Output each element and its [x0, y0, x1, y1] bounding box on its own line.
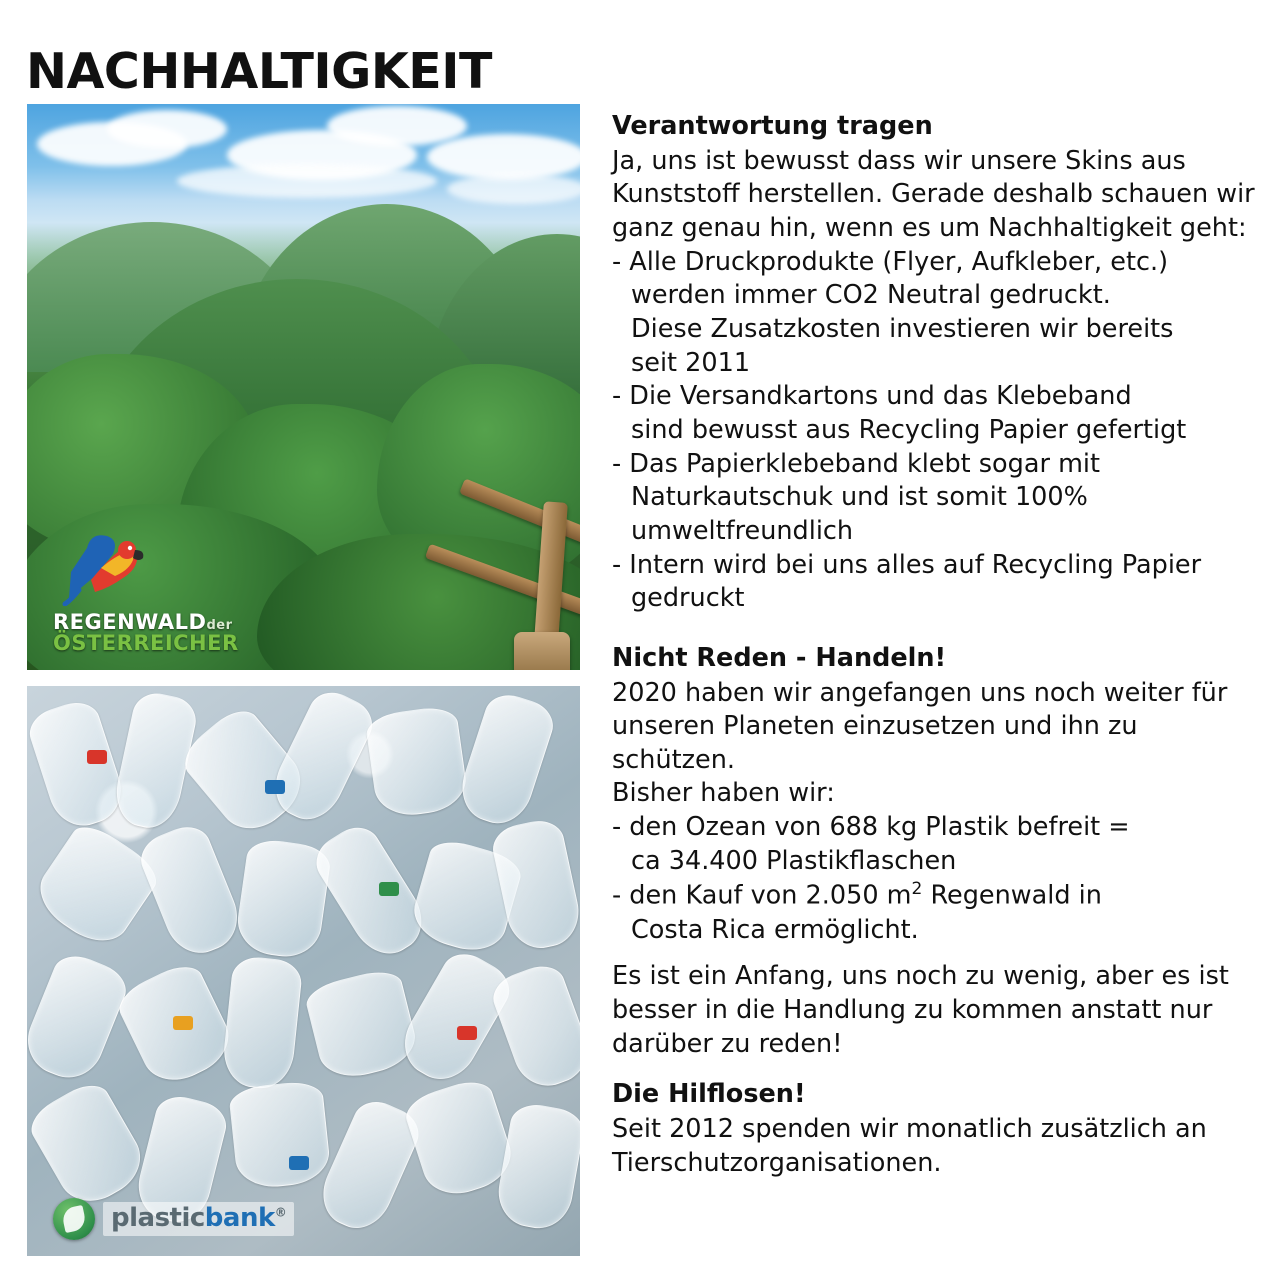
bullet-list [612, 246, 1260, 616]
bullet-lead: - den Ozean von 688 kg Plastik befreit = [612, 812, 1130, 843]
cloud-shape [427, 134, 580, 180]
section-intro: Bisher haben wir: [612, 778, 835, 809]
list-item [612, 811, 1260, 878]
rainforest-photo [27, 104, 580, 670]
page-title: NACHHALTIGKEIT [26, 42, 492, 100]
bottle-cap [265, 780, 285, 794]
bottle-cap [379, 882, 399, 896]
section-paragraph: 2020 haben wir angefangen uns noch weiter für unseren Planeten einzusetzen und ihn zu schützen. [612, 677, 1228, 775]
image-column [27, 104, 580, 1256]
plastic-bottle [228, 1079, 332, 1190]
bullet-lead: - Intern wird bei uns alles auf Recycling Papier [612, 549, 1202, 580]
bottle-cap [173, 1016, 193, 1030]
plastic-bottle [303, 966, 422, 1085]
section-paragraph: Ja, uns ist bewusst dass wir unsere Skins aus Kunststoff herstellen. Gerade deshalb schauen wir ganz genau hin, wenn es um Nachhaltigkeit geht: [612, 145, 1255, 243]
bullet-list [612, 811, 1260, 947]
plastic-bottle [493, 1101, 580, 1234]
section-hilflosen [612, 1078, 1260, 1180]
bullet-cont: Costa Rica ermöglicht. [631, 914, 919, 945]
plastic-bottle [220, 955, 303, 1092]
plasticbank-word-bank: bank [204, 1203, 275, 1234]
plastic-photo [27, 686, 580, 1256]
plasticbank-logo [53, 1198, 294, 1240]
bottle-cap [289, 1156, 309, 1170]
bullet-cont: gedruckt [631, 583, 745, 614]
plastic-bottle [453, 688, 559, 831]
rainforest-logo-line1-small: der [206, 618, 233, 633]
bullet-lead-superscript: 2 [911, 879, 923, 900]
text-column [612, 110, 1260, 1184]
section-verantwortung [612, 110, 1260, 616]
list-item [612, 448, 1260, 549]
list-item [612, 549, 1260, 616]
rainforest-logo-line2: ÖSTERREICHER [53, 631, 239, 655]
plastic-bottle [27, 817, 164, 955]
spacer [612, 1065, 1260, 1078]
plasticbank-registered-mark: ® [274, 1205, 287, 1220]
spacer [612, 947, 1260, 960]
section-closing: Es ist ein Anfang, uns noch zu wenig, aber es ist besser in die Handlung zu kommen anstatt nur darüber zu reden! [612, 961, 1229, 1059]
cloud-shape [447, 174, 580, 204]
section-heading: Verantwortung tragen [612, 111, 933, 141]
cloud-shape [107, 110, 227, 148]
bullet-cont: ca 34.400 Plastikflaschen [631, 845, 957, 876]
plasticbank-mark-icon [53, 1198, 95, 1240]
plastic-bottle [364, 704, 470, 820]
bullet-cont: seit 2011 [631, 347, 751, 378]
list-item [612, 380, 1260, 447]
cloud-shape [177, 164, 437, 198]
section-handeln [612, 642, 1260, 1061]
rainforest-logo-line1: REGENWALD [53, 610, 207, 634]
bullet-cont: umweltfreundlich [631, 515, 854, 546]
bullet-lead-post: Regenwald in [922, 880, 1102, 911]
bullet-lead: - Die Versandkartons und das Klebeband [612, 381, 1132, 412]
bullet-cont: werden immer CO2 Neutral gedruckt. [631, 280, 1111, 311]
list-item [612, 246, 1260, 381]
plastic-bottle [27, 696, 130, 834]
rainforest-logo [53, 612, 239, 654]
plastic-bottle [27, 948, 133, 1088]
section-heading: Nicht Reden - Handeln! [612, 642, 947, 673]
bullet-cont: sind bewusst aus Recycling Papier gefertigt [631, 414, 1187, 445]
bullet-lead: - Das Papierklebeband klebt sogar mit [612, 448, 1100, 479]
bottle-cap [457, 1026, 477, 1040]
list-item [612, 878, 1260, 947]
fence-post-base [514, 632, 570, 670]
parrot-icon [61, 528, 151, 606]
plastic-bottle [27, 1076, 153, 1214]
cloud-shape [327, 106, 467, 146]
bullet-cont: Naturkautschuk und ist somit 100% [631, 482, 1088, 513]
bottle-cap [87, 750, 107, 764]
bullet-cont: Diese Zusatzkosten investieren wir bereits [631, 313, 1174, 344]
bullet-lead-pre: - den Kauf von 2.050 m [612, 880, 912, 911]
section-paragraph: Seit 2012 spenden wir monatlich zusätzlich an Tierschutzorganisationen. [612, 1113, 1207, 1178]
bullet-lead: - Alle Druckprodukte (Flyer, Aufkleber, etc.) [612, 246, 1169, 277]
plasticbank-word-plastic: plastic [111, 1203, 205, 1234]
spacer [612, 620, 1260, 642]
section-heading: Die Hilflosen! [612, 1079, 806, 1110]
